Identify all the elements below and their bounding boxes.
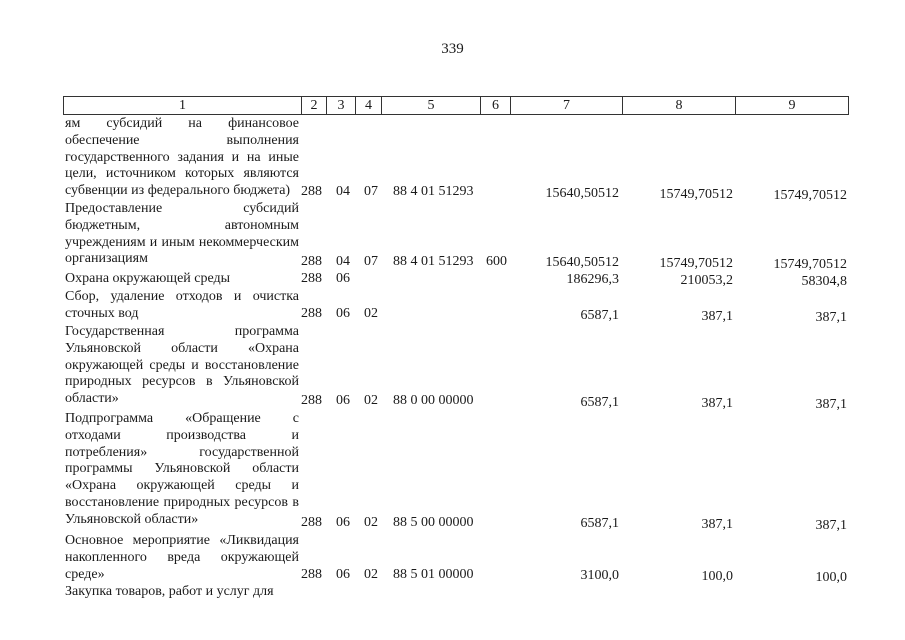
cell-code: 288 xyxy=(301,254,322,269)
cell-section: 06 xyxy=(336,393,350,408)
cell-subsection: 02 xyxy=(364,393,378,408)
cell-section: 06 xyxy=(336,306,350,321)
row-description: Сбор, удаление отходов и очистка сточных вод xyxy=(65,289,299,321)
row-description: Подпрограмма «Обращение с отходами производства и потребления» государственной программы Ульяновской области «Охрана окружающей среды и восстановление природных ресурсов в Ульяновской области» xyxy=(65,411,299,527)
column-header: 6 xyxy=(481,97,511,115)
cell-target-article: 88 4 01 51293 xyxy=(393,254,474,269)
cell-amount-col7: 6587,1 xyxy=(580,308,619,323)
cell-amount-col9: 387,1 xyxy=(815,518,847,533)
cell-amount-col8: 210053,2 xyxy=(680,273,733,288)
cell-amount-col7: 15640,50512 xyxy=(545,255,619,270)
cell-section: 06 xyxy=(336,271,350,286)
cell-amount-col8: 15749,70512 xyxy=(659,187,733,202)
cell-target-article: 88 0 00 00000 xyxy=(393,393,474,408)
column-header: 8 xyxy=(623,97,736,115)
column-header: 7 xyxy=(511,97,623,115)
cell-section: 06 xyxy=(336,515,350,530)
cell-amount-col8: 15749,70512 xyxy=(659,256,733,271)
page-number: 339 xyxy=(441,41,464,57)
column-header: 5 xyxy=(382,97,481,115)
cell-amount-col9: 15749,70512 xyxy=(773,257,847,272)
cell-expense-type: 600 xyxy=(486,254,507,269)
cell-subsection: 02 xyxy=(364,515,378,530)
cell-subsection: 02 xyxy=(364,306,378,321)
cell-amount-col9: 15749,70512 xyxy=(773,188,847,203)
row-description: Закупка товаров, работ и услуг для xyxy=(65,584,274,599)
column-header: 9 xyxy=(736,97,849,115)
column-header: 2 xyxy=(302,97,327,115)
cell-amount-col8: 387,1 xyxy=(701,309,733,324)
cell-code: 288 xyxy=(301,306,322,321)
cell-amount-col8: 100,0 xyxy=(701,569,733,584)
cell-target-article: 88 5 01 00000 xyxy=(393,567,474,582)
column-header: 1 xyxy=(64,97,302,115)
cell-amount-col9: 58304,8 xyxy=(801,274,847,289)
column-header-row xyxy=(63,96,849,115)
row-description: Охрана окружающей среды xyxy=(65,271,231,286)
row-description: Государственная программа Ульяновской области «Охрана окружающей среды и восстановление природных ресурсов в Ульяновской области» xyxy=(65,324,299,407)
cell-section: 06 xyxy=(336,567,350,582)
cell-amount-col7: 6587,1 xyxy=(580,516,619,531)
cell-amount-col9: 387,1 xyxy=(815,397,847,412)
column-header: 4 xyxy=(356,97,382,115)
cell-amount-col7: 15640,50512 xyxy=(545,186,619,201)
cell-amount-col8: 387,1 xyxy=(701,396,733,411)
cell-section: 04 xyxy=(336,254,350,269)
cell-target-article: 88 4 01 51293 xyxy=(393,184,474,199)
cell-code: 288 xyxy=(301,393,322,408)
cell-subsection: 07 xyxy=(364,254,378,269)
cell-amount-col9: 387,1 xyxy=(815,310,847,325)
cell-code: 288 xyxy=(301,515,322,530)
cell-amount-col7: 6587,1 xyxy=(580,395,619,410)
cell-code: 288 xyxy=(301,567,322,582)
cell-amount-col7: 3100,0 xyxy=(580,568,619,583)
cell-subsection: 02 xyxy=(364,567,378,582)
row-description: Основное мероприятие «Ликвидация накопленного вреда окружающей среде» xyxy=(65,533,299,582)
cell-amount-col7: 186296,3 xyxy=(566,272,619,287)
cell-target-article: 88 5 00 00000 xyxy=(393,515,474,530)
cell-subsection: 07 xyxy=(364,184,378,199)
cell-amount-col8: 387,1 xyxy=(701,517,733,532)
cell-section: 04 xyxy=(336,184,350,199)
cell-amount-col9: 100,0 xyxy=(815,570,847,585)
row-description: ям субсидий на финансовое обеспечение выполнения государственного задания и на иные цели, источником которых являются субвенции из федерального бюджета) xyxy=(65,116,299,199)
cell-code: 288 xyxy=(301,271,322,286)
row-description: Предоставление субсидий бюджетным, автономным учреждениям и иным некоммерческим организациям xyxy=(65,201,299,267)
cell-code: 288 xyxy=(301,184,322,199)
column-header: 3 xyxy=(327,97,356,115)
